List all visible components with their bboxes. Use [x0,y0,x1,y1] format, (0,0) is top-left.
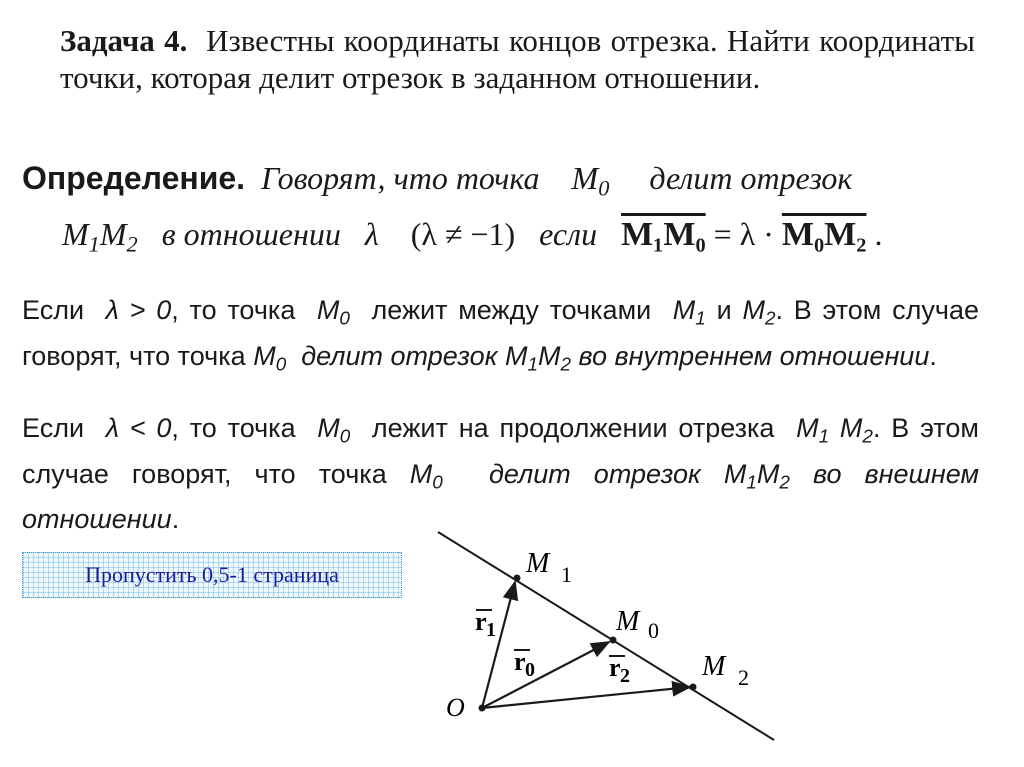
in-ratio-text: в отношении [161,216,341,252]
vector-m0m2: M₀M₂ [781,216,867,253]
point-m2 [690,684,697,691]
definition-end: . [874,216,883,252]
lambda-symbol: λ [364,216,379,252]
definition-line-1 [22,158,982,209]
point-m0: $M_0$ [571,160,610,201]
skip-pages-button[interactable] [22,552,402,598]
lambda-negative: λ < 0 [105,413,172,443]
label-r1-sub: 1 [486,619,496,641]
point-m1 [514,575,521,582]
vector-r2 [482,687,690,708]
if-word: если [539,216,598,252]
vector-m1m0: M₁M₀ [621,216,706,253]
label-o: O [446,693,465,722]
definition-text-1: Говорят, что точка [261,160,540,196]
point-m0 [610,637,617,644]
skip-pages-label: Пропустить 0,5-1 страница [85,562,339,587]
label-m1-sub: 1 [561,562,572,587]
label-m0-sub: 0 [648,618,659,643]
label-r2: r [609,653,621,682]
lambda-positive: λ > 0 [105,295,172,325]
task-text: Известны координаты концов отрезка. Найти координаты точки, которая делит отрезок в заданном отношении. [60,23,976,95]
point-o [479,705,486,712]
paragraph-external: Если λ < 0, то точка $M_0$ лежит на продолжении отрезка $M_1$ $M_2$. В этом случае говорят, что точка $M_0$ делит отрезок $M_1M_2$ во внешнем отношении. [22,413,979,535]
definition-text-2: делит отрезок [649,160,853,196]
label-r0: r [514,647,526,676]
definition-line-2 [62,214,982,265]
lambda-condition: (λ ≠ −1) [410,216,516,252]
internal-ratio-term: во внутреннем отношении [578,340,930,371]
label-r0-sub: 0 [525,659,535,681]
equals-lambda: = λ · [713,216,774,252]
paragraph-internal: Если λ > 0, то точка $M_0$ лежит между точками $M_1$ и $M_2$. В этом случае говорят, что точка $M_0$ делит отрезок $M_1M_2$ во внутреннем отношении. [22,295,979,376]
definition-label: Определение. [22,160,246,196]
vector-r1 [482,582,515,708]
label-m2-sub: 2 [738,665,749,690]
label-m2: M [702,651,726,682]
vector-diagram [420,520,800,760]
task-statement [60,22,975,96]
label-r2-sub: 2 [620,665,630,687]
external-ratio-term: во внешнем отношении [22,458,979,535]
label-m1: M [526,548,550,579]
task-label: Задача 4. [60,23,188,58]
segment-m1m2: $M_1M_2$ [62,216,138,257]
label-m0: M [616,606,640,637]
label-r1: r [475,607,487,636]
